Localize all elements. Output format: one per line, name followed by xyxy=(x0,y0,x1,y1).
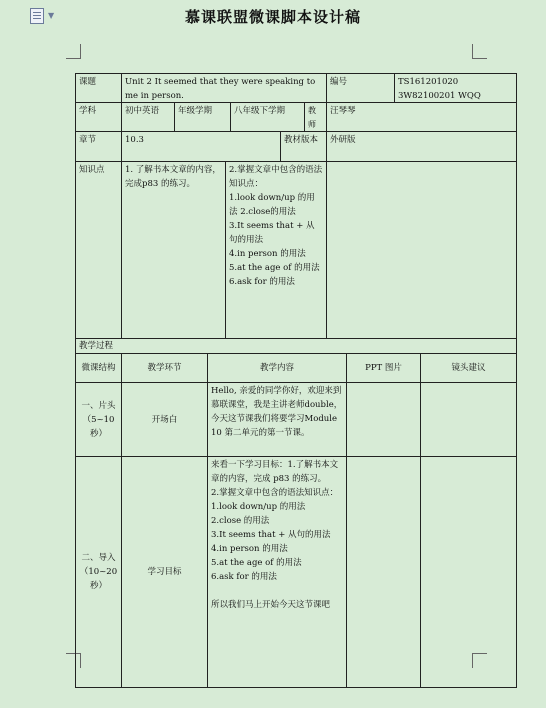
code-label: 编号 xyxy=(326,73,395,103)
structure-cell: 二、导入（10~20秒） xyxy=(75,456,122,688)
teacher-value: 汪琴琴 xyxy=(326,102,517,132)
textbook-value: 外研版 xyxy=(326,131,517,162)
structure-cell: 一、片头（5~10秒） xyxy=(75,382,122,457)
chapter-label: 章节 xyxy=(75,131,122,162)
step-cell: 开场白 xyxy=(121,382,208,457)
crop-mark-top-right xyxy=(472,44,487,59)
topic-label: 课题 xyxy=(75,73,122,103)
knowledge-label: 知识点 xyxy=(75,161,122,339)
crop-mark-top-left xyxy=(66,44,81,59)
page-title: 慕课联盟微课脚本设计稿 xyxy=(184,8,361,26)
subject-label: 学科 xyxy=(75,102,122,132)
ppt-cell xyxy=(346,456,421,688)
knowledge-point-2: 2.掌握文章中包含的语法知识点： 1.look down/up 的用法 2.close的用法 3.It seems that + 从句的用法 4.in person 的用法 5.at the age of 的用法 6.ask for 的用法 xyxy=(225,161,327,339)
knowledge-empty xyxy=(326,161,517,339)
content-cell: 来看一下学习目标：1.了解书本文章的内容，完成 p83 的练习。 2.掌握文章中包含的语法知识点： 1.look down/up 的用法 2.close 的用法 3.It seems that + 从句的用法 4.in person 的用法 5.at the age of 的用法 6.ask for 的用法 所以我们马上开始今天这节课吧 xyxy=(207,456,347,688)
camera-cell xyxy=(420,456,517,688)
textbook-label: 教材版本 xyxy=(280,131,327,162)
header-structure: 微课结构 xyxy=(75,353,122,383)
term-value: 八年级下学期 xyxy=(230,102,305,132)
chapter-value: 10.3 xyxy=(121,131,281,162)
subject-value: 初中英语 xyxy=(121,102,175,132)
term-label: 年级学期 xyxy=(174,102,231,132)
header-content: 教学内容 xyxy=(207,353,347,383)
teacher-label: 教师 xyxy=(304,102,327,132)
process-section-label: 教学过程 xyxy=(75,338,517,354)
camera-cell xyxy=(420,382,517,457)
content-cell: Hello, 亲爱的同学你好，欢迎来到慕联课堂，我是主讲老师double，今天这节课我们将要学习Module 10 第二单元的第一节课。 xyxy=(207,382,347,457)
header-ppt: PPT 图片 xyxy=(346,353,421,383)
header-camera: 镜头建议 xyxy=(420,353,517,383)
topic-value: Unit 2 It seemed that they were speaking to me in person. xyxy=(121,73,327,103)
step-cell: 学习目标 xyxy=(121,456,208,688)
ppt-cell xyxy=(346,382,421,457)
knowledge-point-1: 1. 了解书本文章的内容，完成p83 的练习。 xyxy=(121,161,226,339)
header-step: 教学环节 xyxy=(121,353,208,383)
code-value: TS161201020 3W82100201 WQQ xyxy=(394,73,517,103)
chevron-down-icon[interactable]: ▼ xyxy=(48,11,55,20)
